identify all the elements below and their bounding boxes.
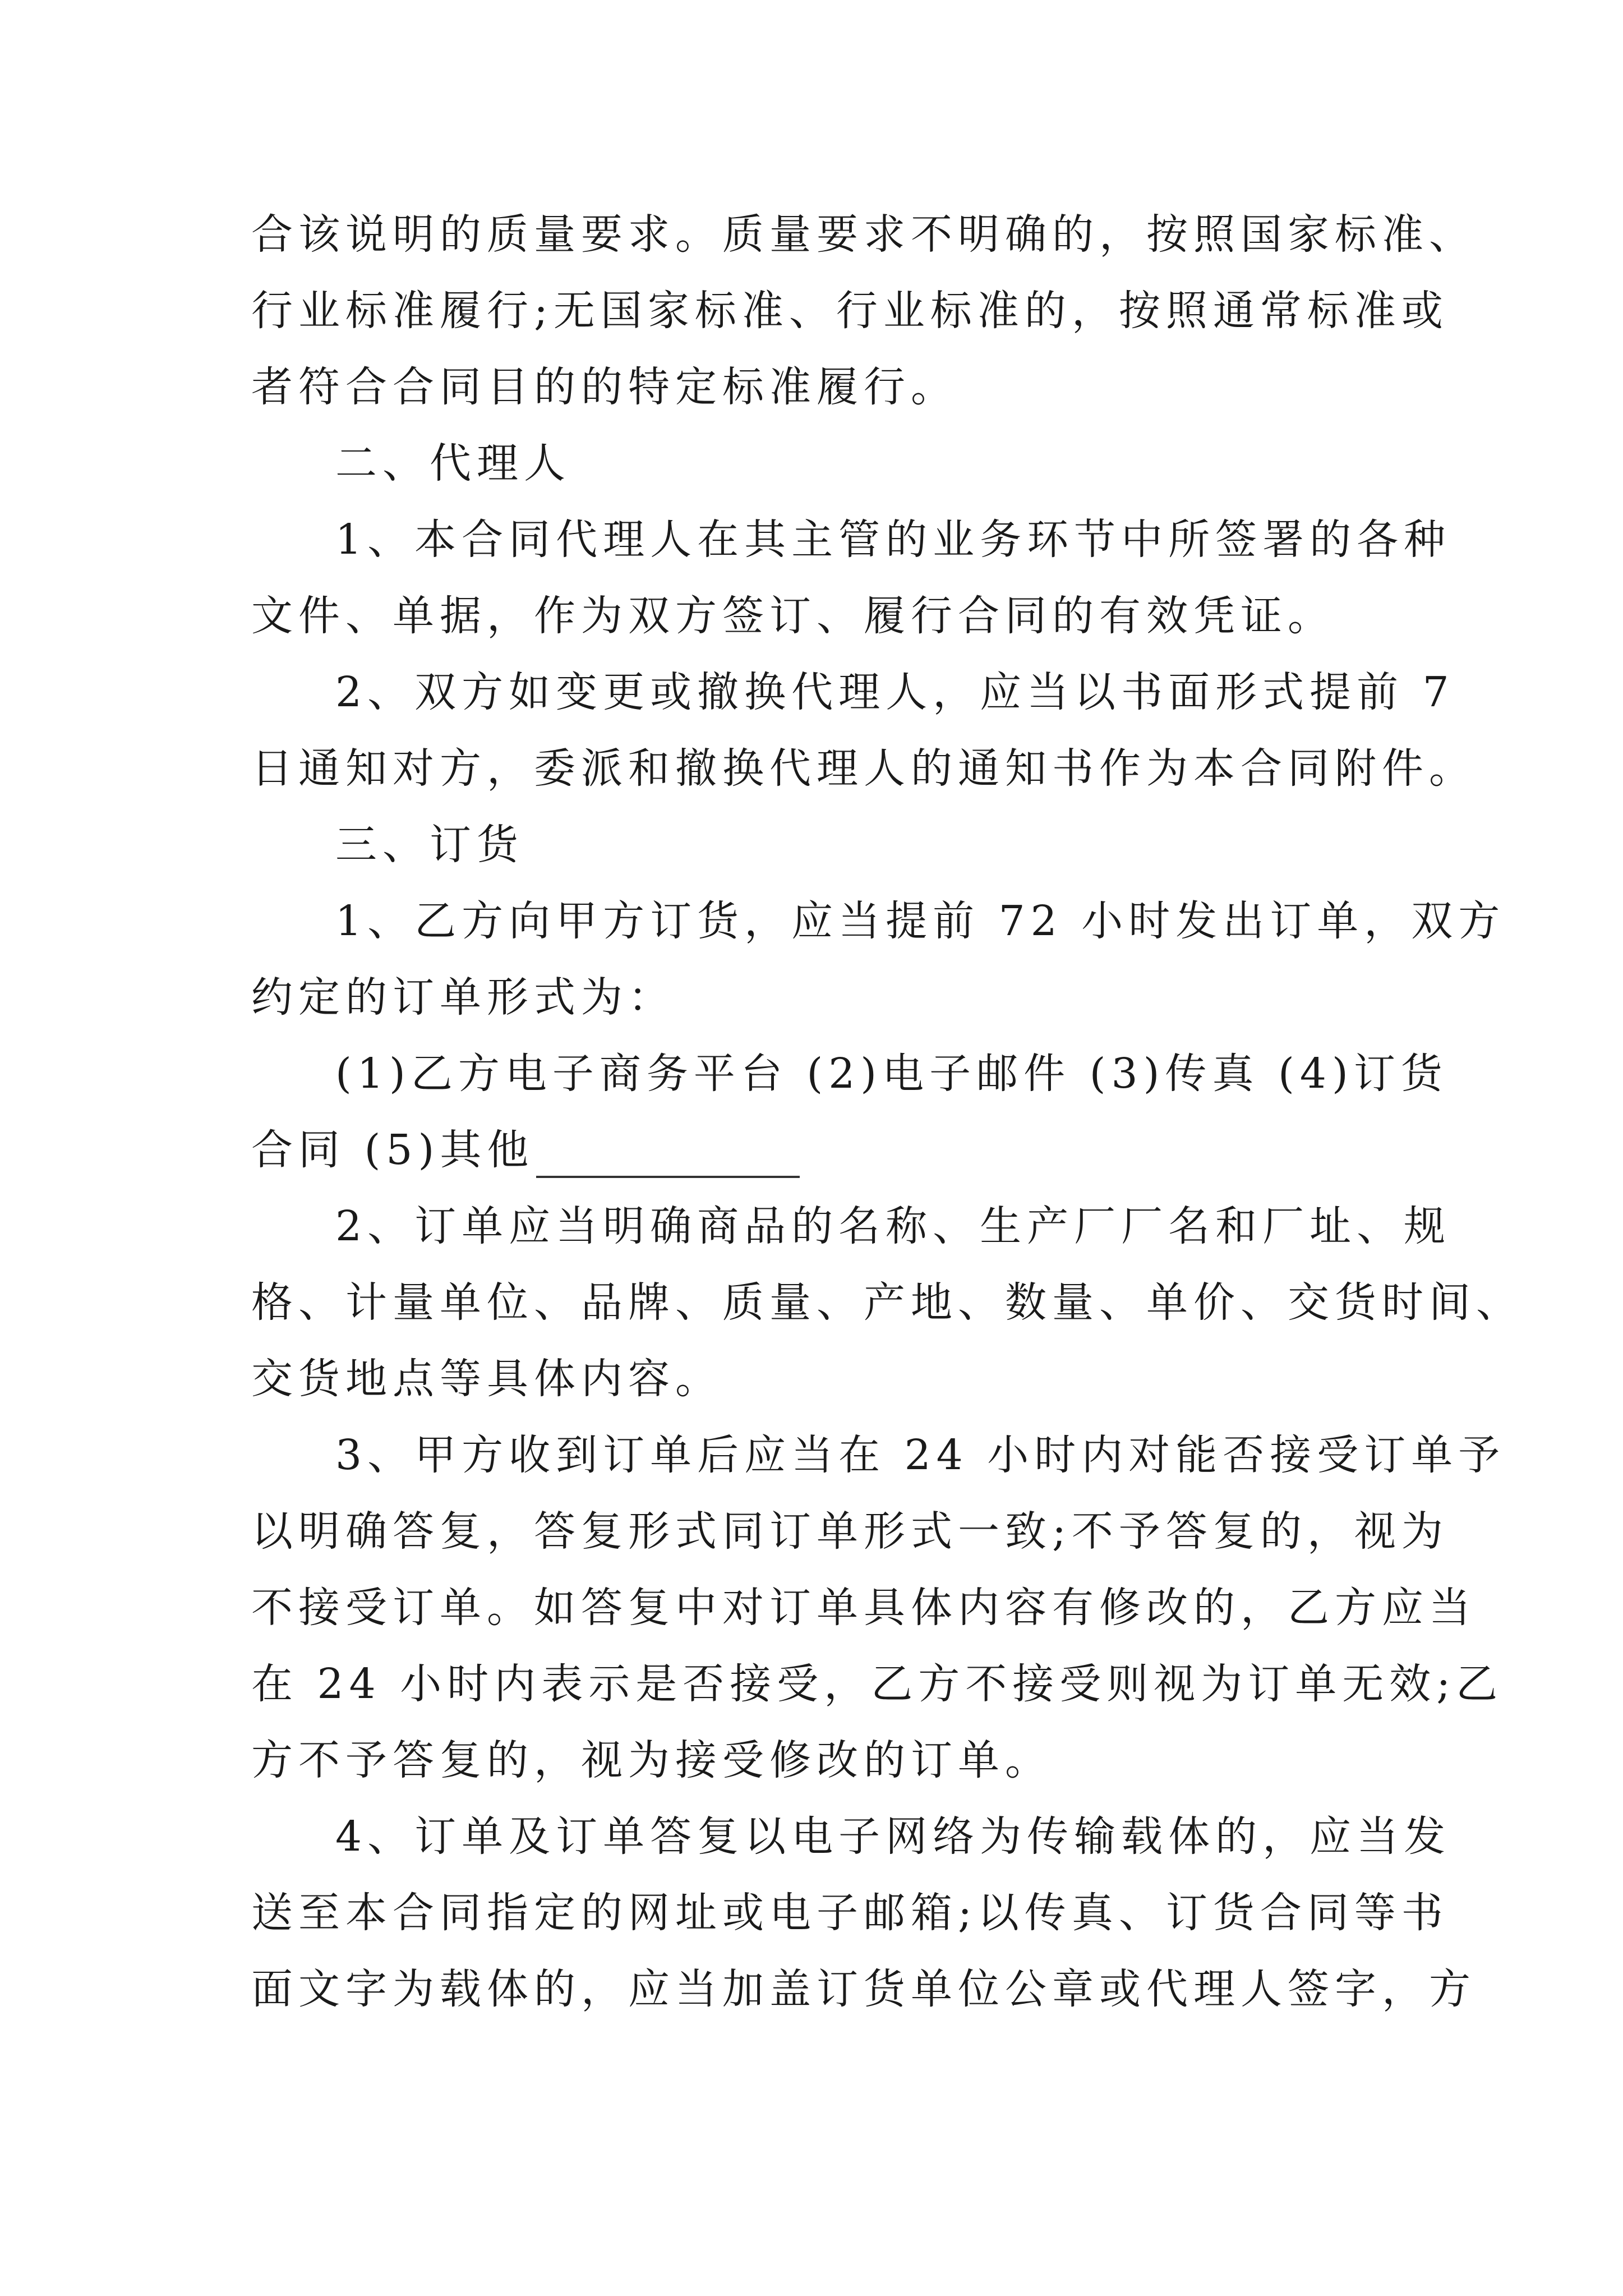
paragraph-line: 者符合合同目的的特定标准履行。 xyxy=(251,363,958,411)
paragraph-line-with-blank xyxy=(251,1122,1390,1178)
paragraph-line: 送至本合同指定的网址或电子邮箱;以传真、订货合同等书 xyxy=(251,1889,1449,1937)
paragraph-line: 不接受订单。如答复中对订单具体内容有修改的，乙方应当 xyxy=(251,1584,1476,1632)
paragraph-line: 面文字为载体的，应当加盖订货单位公章或代理人签字，方 xyxy=(251,1965,1476,2013)
section-heading-agent: 二、代理人 xyxy=(335,439,571,487)
paragraph-line: 4、订单及订单答复以电子网络为传输载体的，应当发 xyxy=(335,1812,1451,1861)
paragraph-line: 交货地点等具体内容。 xyxy=(251,1355,722,1403)
paragraph-line: 2、订单应当明确商品的名称、生产厂厂名和厂址、规 xyxy=(335,1202,1451,1250)
section-heading-ordering: 三、订货 xyxy=(335,821,524,869)
paragraph-line: 3、甲方收到订单后应当在 24 小时内对能否接受订单予 xyxy=(335,1431,1506,1479)
paragraph-line: 格、计量单位、品牌、质量、产地、数量、单价、交货时间、 xyxy=(251,1278,1523,1327)
paragraph-line-text: 合同 (5)其他 xyxy=(251,1126,534,1174)
paragraph-line: 日通知对方，委派和撤换代理人的通知书作为本合同附件。 xyxy=(251,744,1476,793)
paragraph-line: 约定的订单形式为： xyxy=(251,973,675,1022)
paragraph-line: 行业标准履行;无国家标准、行业标准的，按照通常标准或 xyxy=(251,287,1449,335)
paragraph-line: 1、本合同代理人在其主管的业务环节中所签署的各种 xyxy=(335,516,1451,564)
paragraph-line: 以明确答复，答复形式同订单形式一致;不予答复的，视为 xyxy=(251,1507,1449,1556)
paragraph-line: 文件、单据，作为双方签订、履行合同的有效凭证。 xyxy=(251,592,1335,640)
paragraph-line: 合该说明的质量要求。质量要求不明确的，按照国家标准、 xyxy=(251,210,1476,259)
paragraph-line: 在 24 小时内表示是否接受，乙方不接受则视为订单无效;乙 xyxy=(251,1660,1504,1708)
paragraph-line: 1、乙方向甲方订货，应当提前 72 小时发出订单，双方 xyxy=(335,897,1506,945)
fill-in-blank xyxy=(536,1135,800,1178)
paragraph-line: 方不予答复的，视为接受修改的订单。 xyxy=(251,1736,1052,1784)
paragraph-line: (1)乙方电子商务平台 (2)电子邮件 (3)传真 (4)订货 xyxy=(335,1050,1448,1098)
paragraph-line: 2、双方如变更或撤换代理人，应当以书面形式提前 7 xyxy=(335,668,1455,716)
